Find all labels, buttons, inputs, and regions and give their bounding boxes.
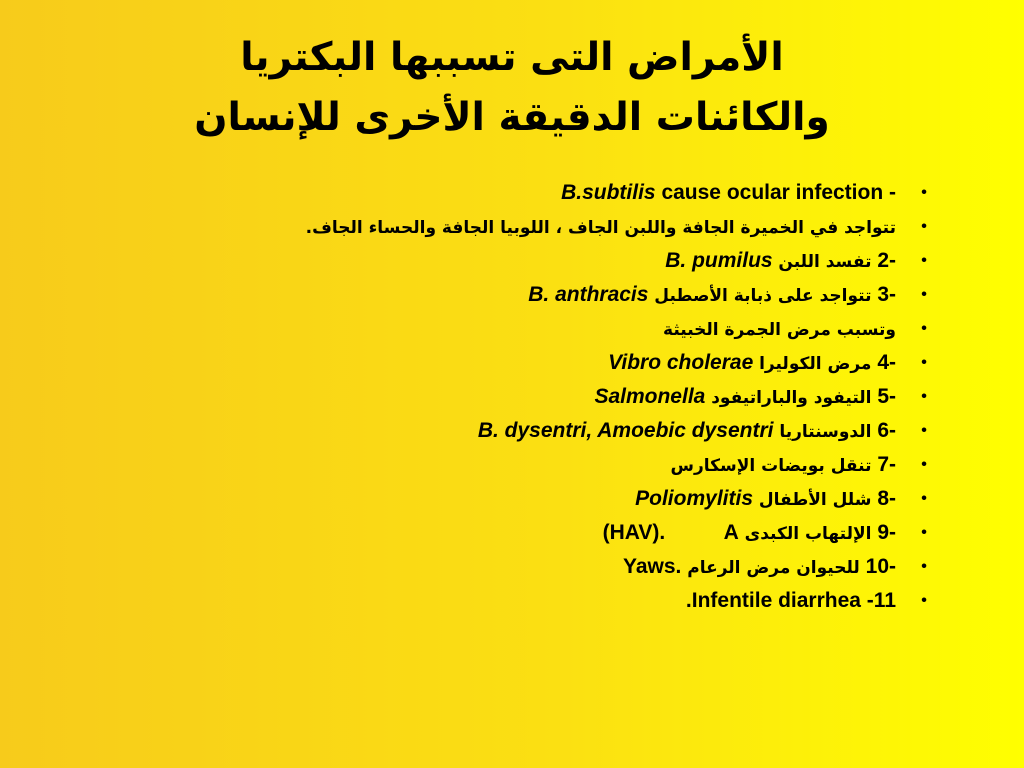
item-arabic-text: تنقل بويضات الإسكارس (670, 456, 872, 476)
title-line-1: الأمراض التى تسببها البكتريا (240, 35, 784, 80)
bullet-icon: • (921, 456, 927, 473)
bullet-icon: • (921, 592, 927, 609)
item-number: 3- (877, 283, 896, 306)
item-number: 10- (865, 555, 896, 578)
item-arabic-text: تتواجد في الخميرة الجافة واللبن الجاف ، اللوبيا الجافة والحساء الجاف. (305, 218, 896, 238)
item-hepatitis-letter: A (723, 521, 739, 544)
item-number: 6- (877, 419, 896, 442)
list-item (60, 210, 932, 244)
bullet-icon: • (921, 422, 927, 439)
bullet-icon: • (921, 558, 927, 575)
bullet-icon: • (921, 320, 927, 337)
list-item (60, 176, 932, 210)
item-arabic-text: للحيوان مرض الرعام (687, 558, 860, 578)
item-arabic-text: الإلتهاب الكبدى (744, 524, 872, 544)
list-item (60, 312, 932, 346)
item-arabic-text: وتسبب مرض الجمرة الخبيثة (663, 320, 896, 340)
bullet-icon: • (921, 286, 927, 303)
item-latin-name: B. pumilus (665, 249, 773, 272)
bullet-icon: • (921, 354, 927, 371)
item-latin-name: Salmonella (594, 385, 706, 408)
item-latin-name: Vibro cholerae (608, 351, 754, 374)
item-number: 8- (877, 487, 896, 510)
list-item (60, 278, 932, 312)
item-number: 7- (877, 453, 896, 476)
list-item (60, 516, 932, 550)
item-latin-text: .Infentile diarrhea -11 (685, 589, 896, 612)
item-latin-name: Poliomylitis (635, 487, 753, 510)
list-item (60, 584, 932, 618)
slide-title (0, 28, 1024, 148)
item-arabic-text: شلل الأطفال (758, 490, 872, 510)
item-latin-name: B.subtilis (561, 181, 656, 204)
item-number: 2- (877, 249, 896, 272)
item-number: 5- (877, 385, 896, 408)
bullet-icon: • (921, 490, 927, 507)
bullet-list (60, 176, 932, 618)
list-item (60, 550, 932, 584)
item-spacer (665, 521, 723, 544)
item-arabic-text: الدوسنتاريا (779, 422, 872, 442)
title-line-2: والكائنات الدقيقة الأخرى للإنسان (194, 95, 830, 140)
item-arabic-text: مرض الكوليرا (759, 354, 872, 374)
item-latin-group (561, 181, 896, 204)
bullet-icon: • (921, 218, 927, 235)
item-latin-text: Yaws. (623, 555, 682, 578)
item-latin-name: B. dysentri, Amoebic dysentri (477, 419, 774, 442)
item-latin-name: B. anthracis (528, 283, 649, 306)
bullet-icon: • (921, 184, 927, 201)
item-number: 9- (877, 521, 896, 544)
bullet-icon: • (921, 252, 927, 269)
item-number: 4- (877, 351, 896, 374)
list-item (60, 346, 932, 380)
item-arabic-text: التيفود والباراتيفود (711, 388, 872, 408)
bullet-icon: • (921, 388, 927, 405)
list-item (60, 482, 932, 516)
list-item (60, 448, 932, 482)
bullet-icon: • (921, 524, 927, 541)
item-latin-text: cause ocular infection - (661, 181, 896, 204)
item-paren-text: (HAV). (602, 521, 666, 544)
item-arabic-text: تتواجد على ذبابة الأصطبل (654, 286, 872, 306)
item-arabic-text: تفسد اللبن (778, 252, 872, 272)
list-item (60, 380, 932, 414)
list-item (60, 414, 932, 448)
list-item (60, 244, 932, 278)
